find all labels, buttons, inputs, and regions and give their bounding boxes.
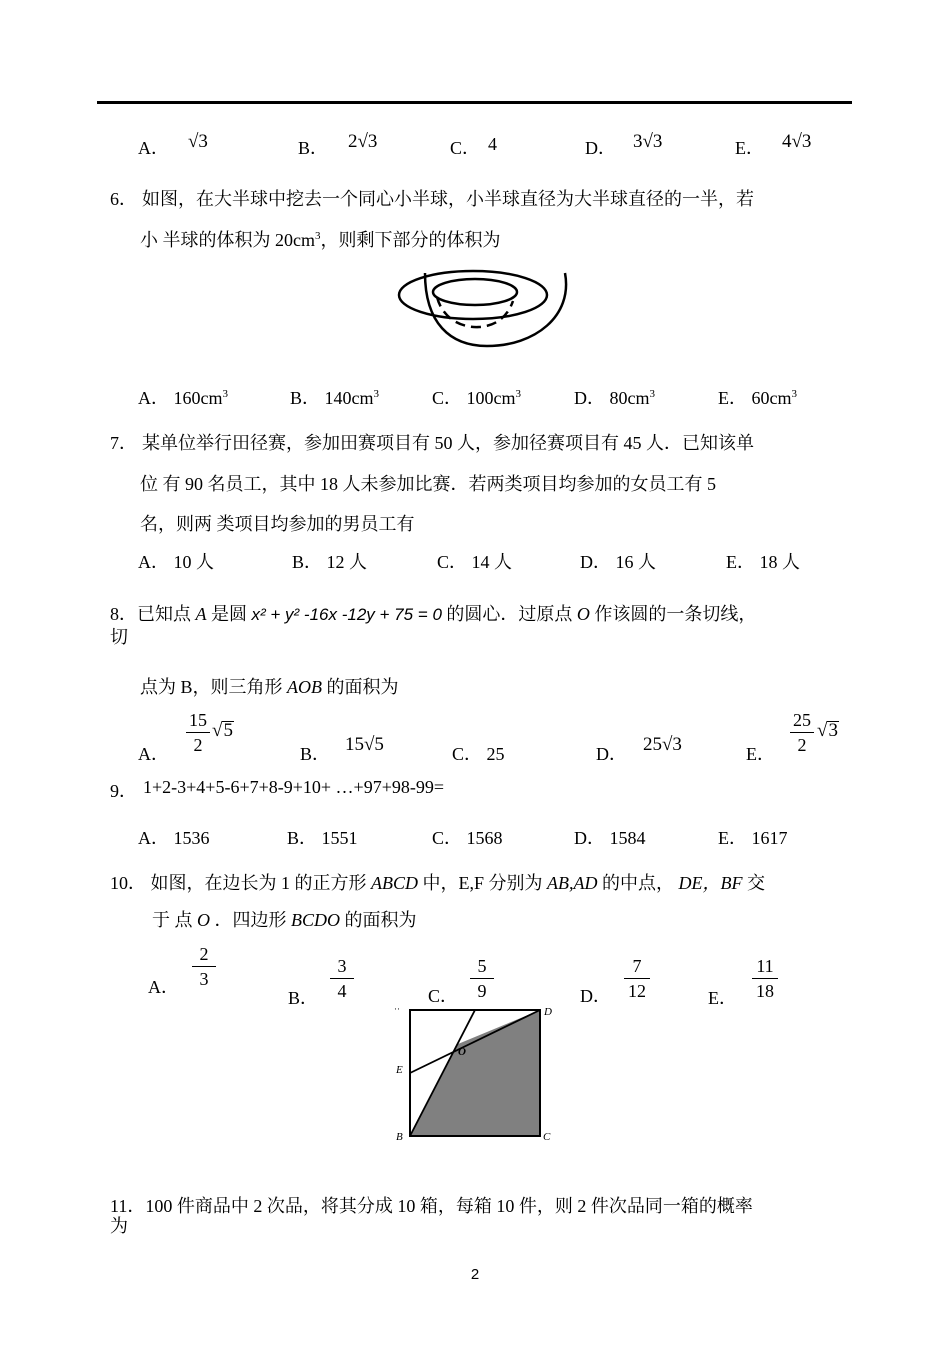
q5-option-c-value: 4 <box>488 134 497 154</box>
q11-line2: 为 <box>110 1216 128 1236</box>
q9-option-d: D． 1584 <box>574 828 646 848</box>
q5-option-a-value: √3 <box>188 131 208 152</box>
q8-option-a-letter: A． <box>138 744 169 764</box>
hemisphere-figure <box>395 268 585 353</box>
q10-option-b-letter: B． <box>288 988 319 1008</box>
label-a: ·· <box>394 1004 400 1014</box>
q6-option-d: D． $80cm^3$ <box>574 388 655 408</box>
q8-option-e-root: √3 <box>817 720 838 741</box>
q6-option-b: B． $140cm^3$ <box>290 388 380 408</box>
q7-line2: 位 有 90 名员工，其中 18 人未参加比赛．若两类项目均参加的女员工有 5 <box>140 474 716 494</box>
q7-option-a: A． 10 人 <box>138 552 214 572</box>
q5-option-d-value: 3√3 <box>633 131 663 152</box>
q9-option-b: B． 1551 <box>287 828 358 848</box>
label-c: C <box>543 1131 551 1143</box>
label-e: E <box>396 1064 403 1076</box>
q7-option-e: E． 18 人 <box>726 552 800 572</box>
q10-option-b-fraction: 3 4 <box>330 956 354 1001</box>
shaded-region-bcdo <box>410 1010 540 1136</box>
q8-option-b-letter: B． <box>300 744 331 764</box>
page-number: 2 <box>470 1266 480 1283</box>
label-d: D <box>544 1006 552 1018</box>
q5-option-b-value: 2√3 <box>348 131 378 152</box>
q5-option-c-letter: C． <box>450 138 481 158</box>
q10-option-a-letter: A． <box>148 977 179 997</box>
q5-option-e-value: 4√3 <box>782 131 812 152</box>
label-o: O <box>458 1046 466 1058</box>
q8-option-e-fraction: 25 2 <box>790 710 814 755</box>
q11-line1: 11．100 件商品中 2 次品，将其分成 10 箱，每箱 10 件，则 2 件次品同一箱的概率 <box>110 1196 753 1216</box>
q6-option-c: C． $100cm^3$ <box>432 388 522 408</box>
q8-line1: 8．已知点 A 是圆 x² + y² -16x -12y + 75 = 0 的圆心．过原点 O 作该圆的一条切线， <box>110 604 757 624</box>
square-figure <box>390 1000 565 1148</box>
q9-option-a: A． 1536 <box>138 828 210 848</box>
q5-option-d-letter: D． <box>585 138 616 158</box>
q10-option-a-fraction: 2 3 <box>192 944 216 989</box>
q6-option-e: E． $60cm^3$ <box>718 388 797 408</box>
q7-line1: 某单位举行田径赛，参加田赛项目有 50 人，参加径赛项目有 45 人．已知该单 <box>142 433 754 453</box>
q9-number: 9． <box>110 781 137 801</box>
q8-option-b-value: 15√5 <box>345 734 384 755</box>
q10-line1: 10． 如图，在边长为 1 的正方形 ABCD 中，E,F 分别为 AB,AD 的中点， DE，BF 交 <box>110 873 765 893</box>
q9-option-c: C． 1568 <box>432 828 503 848</box>
q10-option-c-letter: C． <box>428 986 459 1006</box>
q8-line1-end: 切 <box>110 627 128 647</box>
q6-option-a: A． $160cm^3$ <box>138 388 228 408</box>
q8-option-a-root: √5 <box>212 720 233 741</box>
q10-line2: 于 点 O ．四边形 BCDO 的面积为 <box>152 910 417 930</box>
header-rule <box>97 101 852 104</box>
q5-option-e-letter: E． <box>735 138 764 158</box>
q7-option-c: C． 14 人 <box>437 552 513 572</box>
q5-option-b-letter: B． <box>298 138 329 158</box>
q5-option-a-letter: A． <box>138 138 169 158</box>
q9-expression: 1+2-3+4+5-6+7+8-9+10+ …+97+98-99= <box>143 777 444 797</box>
q10-option-c-fraction: 5 9 <box>470 956 494 1001</box>
q10-option-d-fraction: 7 12 <box>624 956 650 1001</box>
q8-option-e-letter: E． <box>746 744 775 764</box>
q7-option-d: D． 16 人 <box>580 552 656 572</box>
q8-option-d-letter: D． <box>596 744 627 764</box>
q7-number: 7． <box>110 433 137 453</box>
q6-number: 6． <box>110 189 137 209</box>
q7-option-b: B． 12 人 <box>292 552 368 572</box>
q10-option-d-letter: D． <box>580 986 611 1006</box>
q9-option-e: E． 1617 <box>718 828 788 848</box>
q10-option-e-letter: E． <box>708 988 737 1008</box>
q8-option-d-value: 25√3 <box>643 734 682 755</box>
q6-line1: 如图，在大半球中挖去一个同心小半球，小半球直径为大半球直径的一半，若 <box>142 189 754 209</box>
q6-line2: 小 半球的体积为 $20cm^3$，则剩下部分的体积为 <box>140 230 501 250</box>
q7-line3: 名，则两 类项目均参加的男员工有 <box>140 514 415 534</box>
label-b: B <box>396 1131 403 1143</box>
q8-option-c: C． 25 <box>452 744 505 764</box>
q10-option-e-fraction: 11 18 <box>752 956 778 1001</box>
q8-line2: 点为 B，则三角形 AOB 的面积为 <box>140 677 399 697</box>
q8-option-a-fraction: 15 2 <box>186 710 210 755</box>
